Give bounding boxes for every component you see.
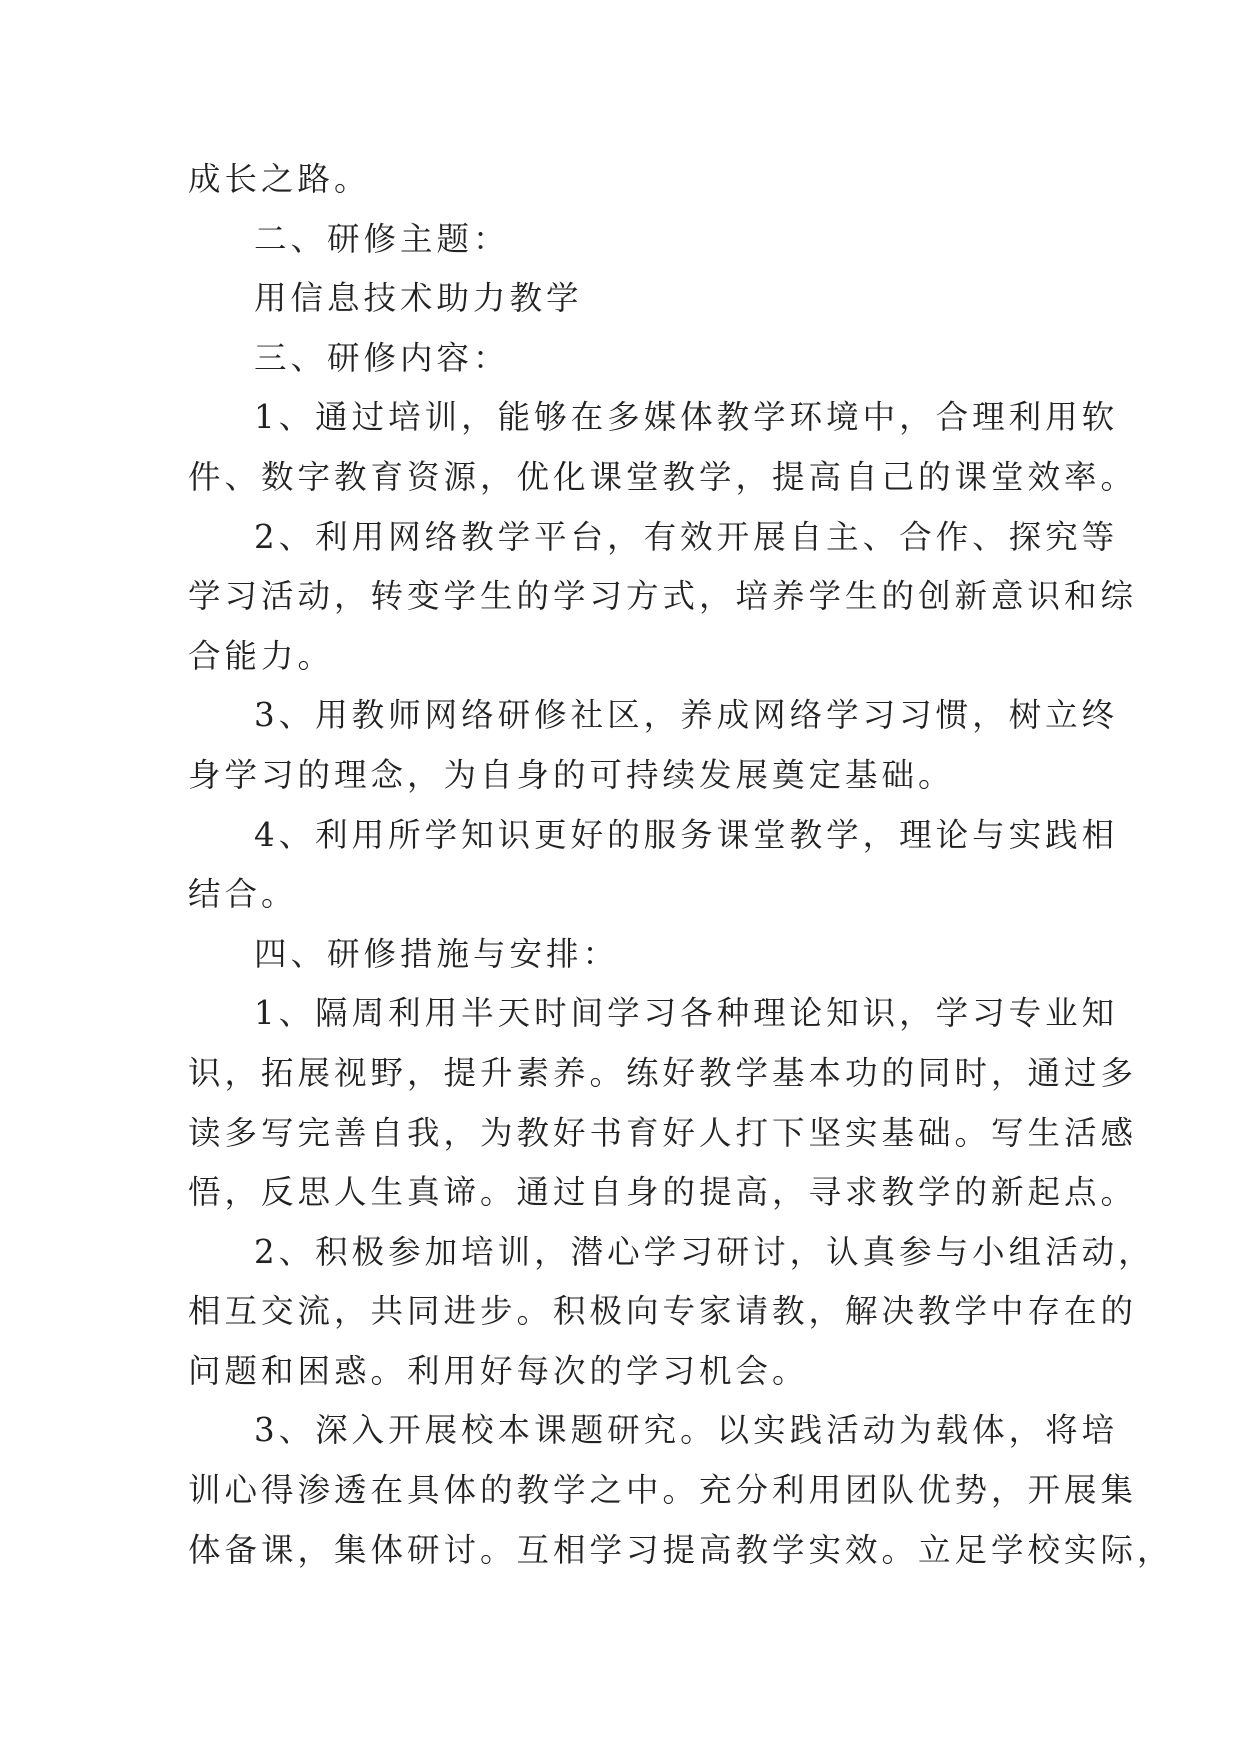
document-body: [188, 150, 1174, 1580]
text-line-19: 2、积极参加培训，潜心学习研讨，认真参与小组活动，: [254, 1232, 1155, 1271]
text-line-5: 1、通过培训，能够在多媒体教学环境中，合理利用软: [254, 398, 1119, 437]
text-line-21: 问题和困惑。利用好每次的学习机会。: [188, 1351, 809, 1390]
text-line-6: 件、数字教育资源，优化课堂教学，提高自己的课堂效率。: [188, 457, 1138, 496]
text-line-20: 相互交流，共同进步。积极向专家请教，解决教学中存在的: [188, 1292, 1138, 1331]
text-line-11: 身学习的理念，为自身的可持续发展奠定基础。: [188, 755, 955, 794]
text-line-1: 成长之路。: [188, 160, 371, 198]
text-line-17: 读多写完善自我，为教好书育好人打下坚实基础。写生活感: [188, 1113, 1138, 1152]
text-line-23: 训心得渗透在具体的教学之中。充分利用团队优势，开展集: [188, 1471, 1138, 1510]
text-line-16: 识，拓展视野，提升素养。练好教学基本功的同时，通过多: [188, 1053, 1138, 1092]
text-line-15: 1、隔周利用半天时间学习各种理论知识，学习专业知: [254, 994, 1119, 1033]
section-heading-content: 三、研修内容：: [254, 338, 510, 377]
text-line-22: 3、深入开展校本课题研究。以实践活动为载体，将培: [254, 1411, 1119, 1450]
text-line-13: 结合。: [188, 875, 298, 914]
text-line-8: 学习活动，转变学生的学习方式，培养学生的创新意识和综: [188, 577, 1138, 616]
text-line-10: 3、用教师网络研修社区，养成网络学习习惯，树立终: [254, 696, 1119, 735]
text-line-18: 悟，反思人生真谛。通过自身的提高，寻求教学的新起点。: [188, 1173, 1138, 1212]
text-line-7: 2、利用网络教学平台，有效开展自主、合作、探究等: [254, 517, 1119, 556]
section-heading-theme: 二、研修主题：: [254, 219, 510, 258]
section-heading-measures: 四、研修措施与安排：: [254, 934, 620, 973]
text-line-9: 合能力。: [188, 636, 335, 675]
text-line-12: 4、利用所学知识更好的服务课堂教学，理论与实践相: [254, 815, 1119, 854]
text-line-24: 体备课，集体研讨。互相学习提高教学实效。立足学校实际，: [188, 1530, 1174, 1569]
theme-text: 用信息技术助力教学: [254, 279, 583, 318]
